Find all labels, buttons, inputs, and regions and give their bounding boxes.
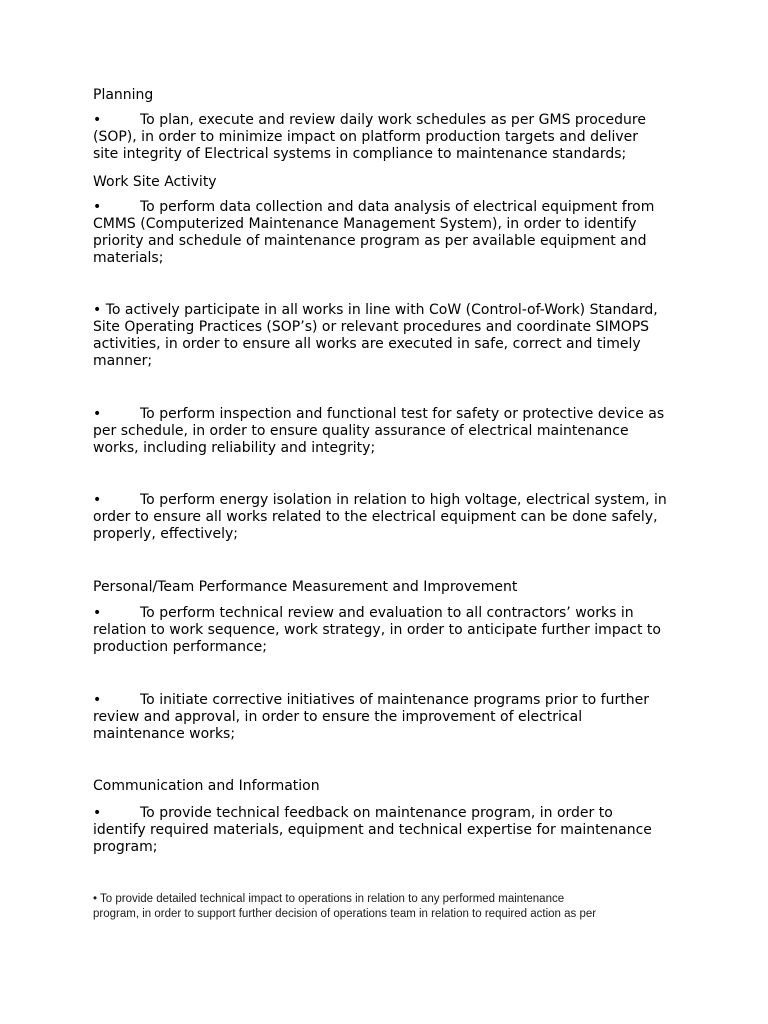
paragraph-plan-schedules <box>93 112 646 163</box>
paragraph-line: identify required materials, equipment and technical expertise for maintenance <box>93 822 652 838</box>
heading-work-site-activity: Work Site Activity <box>93 174 217 190</box>
bullet: • <box>93 112 102 128</box>
paragraph-line <box>93 805 652 822</box>
paragraph-line: CMMS (Computerized Maintenance Management System), in order to identify <box>93 216 637 232</box>
paragraph-line: materials; <box>93 250 164 266</box>
paragraph-line <box>93 406 664 423</box>
paragraph-technical-review <box>93 605 661 656</box>
paragraph-text: To perform inspection and functional test for safety or protective device as <box>140 406 665 422</box>
paragraph-line: (SOP), in order to minimize impact on platform production targets and deliver <box>93 129 639 145</box>
paragraph-technical-impact <box>93 892 596 922</box>
heading-communication: Communication and Information <box>93 778 320 794</box>
paragraph-line: • To actively participate in all works in line with CoW (Control-of-Work) Standard, <box>93 302 658 318</box>
paragraph-line: site integrity of Electrical systems in compliance to maintenance standards; <box>93 146 627 162</box>
paragraph-technical-feedback <box>93 805 652 856</box>
paragraph-line: program, in order to support further decision of operations team in relation to required action as per <box>93 908 597 920</box>
paragraph-text: To perform technical review and evaluation to all contractors’ works in <box>140 605 634 621</box>
bullet: • <box>93 692 102 708</box>
paragraph-line: manner; <box>93 353 153 369</box>
bullet: • <box>93 605 102 621</box>
paragraph-control-of-work <box>93 302 658 370</box>
paragraph-line: relation to work sequence, work strategy, in order to anticipate further impact to <box>93 622 661 638</box>
paragraph-line: production performance; <box>93 639 268 655</box>
bullet: • <box>93 492 102 508</box>
paragraph-line <box>93 199 654 216</box>
paragraph-text: To perform data collection and data analysis of electrical equipment from <box>140 199 655 215</box>
paragraph-inspection <box>93 406 664 457</box>
paragraph-line: review and approval, in order to ensure the improvement of electrical <box>93 709 583 725</box>
paragraph-text: To perform energy isolation in relation to high voltage, electrical system, in <box>140 492 667 508</box>
paragraph-text: To plan, execute and review daily work schedules as per GMS procedure <box>140 112 646 128</box>
paragraph-line: activities, in order to ensure all works are executed in safe, correct and timely <box>93 336 641 352</box>
paragraph-line <box>93 492 667 509</box>
paragraph-line <box>93 605 661 622</box>
paragraph-line: • To provide detailed technical impact to operations in relation to any performed maintenance <box>93 893 565 905</box>
bullet: • <box>93 805 102 821</box>
paragraph-line: program; <box>93 839 158 855</box>
paragraph-line: properly, effectively; <box>93 526 238 542</box>
paragraph-text: To initiate corrective initiatives of maintenance programs prior to further <box>140 692 649 708</box>
paragraph-line <box>93 692 649 709</box>
paragraph-line: order to ensure all works related to the electrical equipment can be done safely, <box>93 509 658 525</box>
paragraph-energy-isolation <box>93 492 667 543</box>
heading-planning: Planning <box>93 87 154 103</box>
paragraph-line: per schedule, in order to ensure quality assurance of electrical maintenance <box>93 423 629 439</box>
paragraph-line: maintenance works; <box>93 726 236 742</box>
heading-performance: Personal/Team Performance Measurement and Improvement <box>93 579 518 595</box>
paragraph-text: To provide technical feedback on maintenance program, in order to <box>140 805 613 821</box>
paragraph-line: priority and schedule of maintenance program as per available equipment and <box>93 233 647 249</box>
paragraph-data-collection <box>93 199 654 267</box>
paragraph-line: Site Operating Practices (SOP’s) or relevant procedures and coordinate SIMOPS <box>93 319 650 335</box>
bullet: • <box>93 406 102 422</box>
paragraph-line <box>93 112 646 129</box>
paragraph-line: works, including reliability and integrity; <box>93 440 376 456</box>
bullet: • <box>93 199 102 215</box>
paragraph-corrective-initiatives <box>93 692 649 743</box>
